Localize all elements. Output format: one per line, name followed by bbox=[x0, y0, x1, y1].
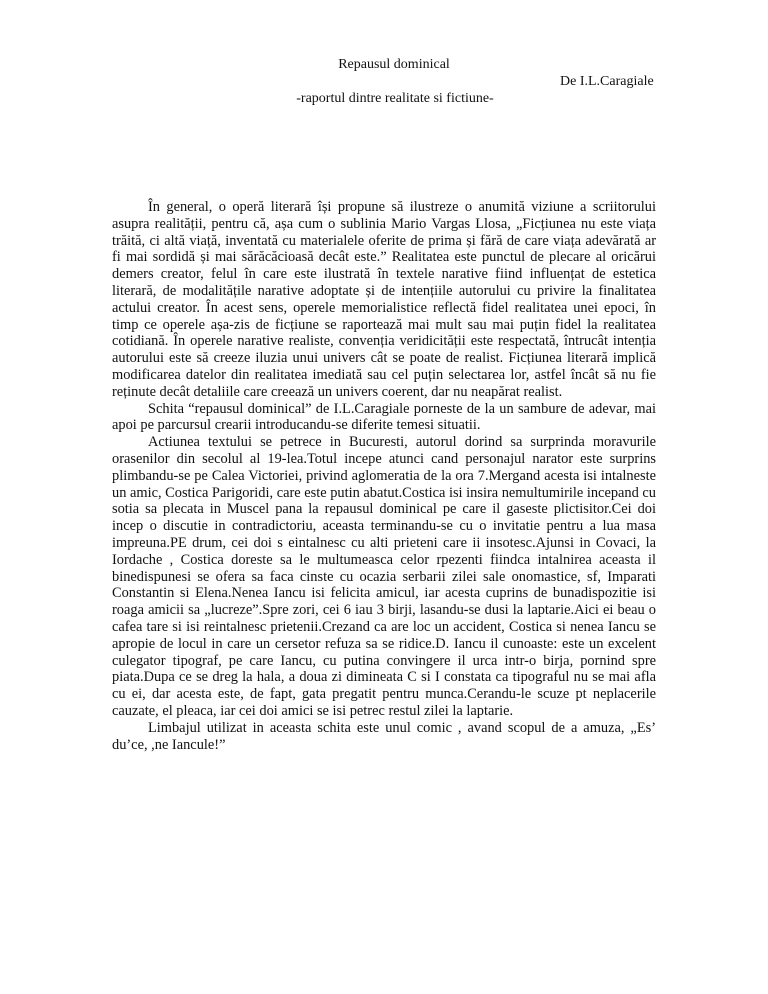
document-body bbox=[112, 199, 656, 753]
paragraph-limbajul: Limbajul utilizat in aceasta schita este unul comic , avand scopul de a amuza, „Es’ du’ce, ,ne Iancule!” bbox=[112, 719, 656, 753]
paragraph-schita: Schita “repausul dominical” de I.L.Caragiale porneste de la un sambure de adevar, mai apoi pe parcursul crearii introducandu-se diferite temesi situatii. bbox=[112, 400, 656, 434]
author-line: De I.L.Caragiale bbox=[560, 74, 654, 89]
paragraph-intro: În general, o operă literară își propune să ilustreze o anumită viziune a scriitorului asupra realității, pentru că, așa cum o sublinia Mario Vargas Llosa, „Ficțiunea nu este viața trăită, ci altă viață, inventată cu materialele oferite de prima și fără de care viața adevărată ar fi mai sordidă și mai sărăcăcioasă decât este.” Realitatea este punctul de plecare al oricărui demers creator, felul în care este ilustrată în textele narative fiind influențat de estetica literară, de modalitățile narative adoptate și de intențiile autorului cu privire la finalitatea actului creator. În acest sens, operele memorialistice reflectă fidel realitatea unei epoci, în timp ce operele așa-zis de ficțiune se raportează mai mult sau mai puțin fidel la realitatea cotidiană. În operele narative realiste, convenția veridicității este respectată, întrucât intenția autorului este să creeze iluzia unui univers cât se poate de realist. Ficțiunea literară implică modificarea datelor din realitatea imediată sau cel puțin selectarea lor, astfel încât să nu fie reținute decât detaliile care creează un univers coerent, dar nu neapărat realist. bbox=[112, 199, 656, 400]
paragraph-actiunea: Actiunea textului se petrece in Bucuresti, autorul dorind sa surprinda moravurile orasenilor din secolul al 19-lea.Totul incepe atunci cand personajul narator este surprins plimbandu-se pe Calea Victoriei, privind aglomeratia de la ora 7.Mergand acesta isi intalneste un amic, Costica Parigoridi, care este putin abatut.Costica isi insira nemultumirile incepand cu sotia sa plecata in Muscel pana la repausul dominical pe care il gaseste plictisitor.Cei doi incep o discutie in contradictoriu, aceasta terminandu-se cu o invitatie pentru a lua masa impreuna.PE drum, cei doi s eintalnesc cu alti prieteni care ii insotesc.Ajunsi in Covaci, la Iordache , Costica doreste sa le multumeasca celor rpezenti fiindca intalnirea aceasta il binedispunesi se ofera sa faca cinste cu ocazia serbarii zilei sale onomastice, sf, Imparati Constantin si Elena.Nenea Iancu isi felicita amicul, iar acesta cuprins de bunadispozitie isi roaga amicii sa „lucreze”.Spre zori, cei 6 iau 3 birji, lasandu-se dusi la laptarie.Aici ei beau o cafea tare si isi reintalnesc prietenii.Crezand ca are loc un accident, Costica si nenea Iancu se apropie de locul in care un cersetor refuza sa se ridice.D. Iancu il cunoaste: este un excelent culegator tipograf, pe care Iancu, cu putina convingere il urca intr-o birja, pornind spre piata.Dupa ce se dreg la hala, a doua zi dimineata C si I constata ca tipograful nu se mai afla cu ei, dar acesta este, de fapt, gata pregatit pentru munca.Cerandu-le scuze pt neplacerile cauzate, el pleaca, iar cei doi amici se isi petrec restul zilei la laptarie. bbox=[112, 434, 656, 719]
document-subtitle: -raportul dintre realitate si fictiune- bbox=[296, 91, 494, 106]
document-title: Repausul dominical bbox=[338, 57, 450, 72]
